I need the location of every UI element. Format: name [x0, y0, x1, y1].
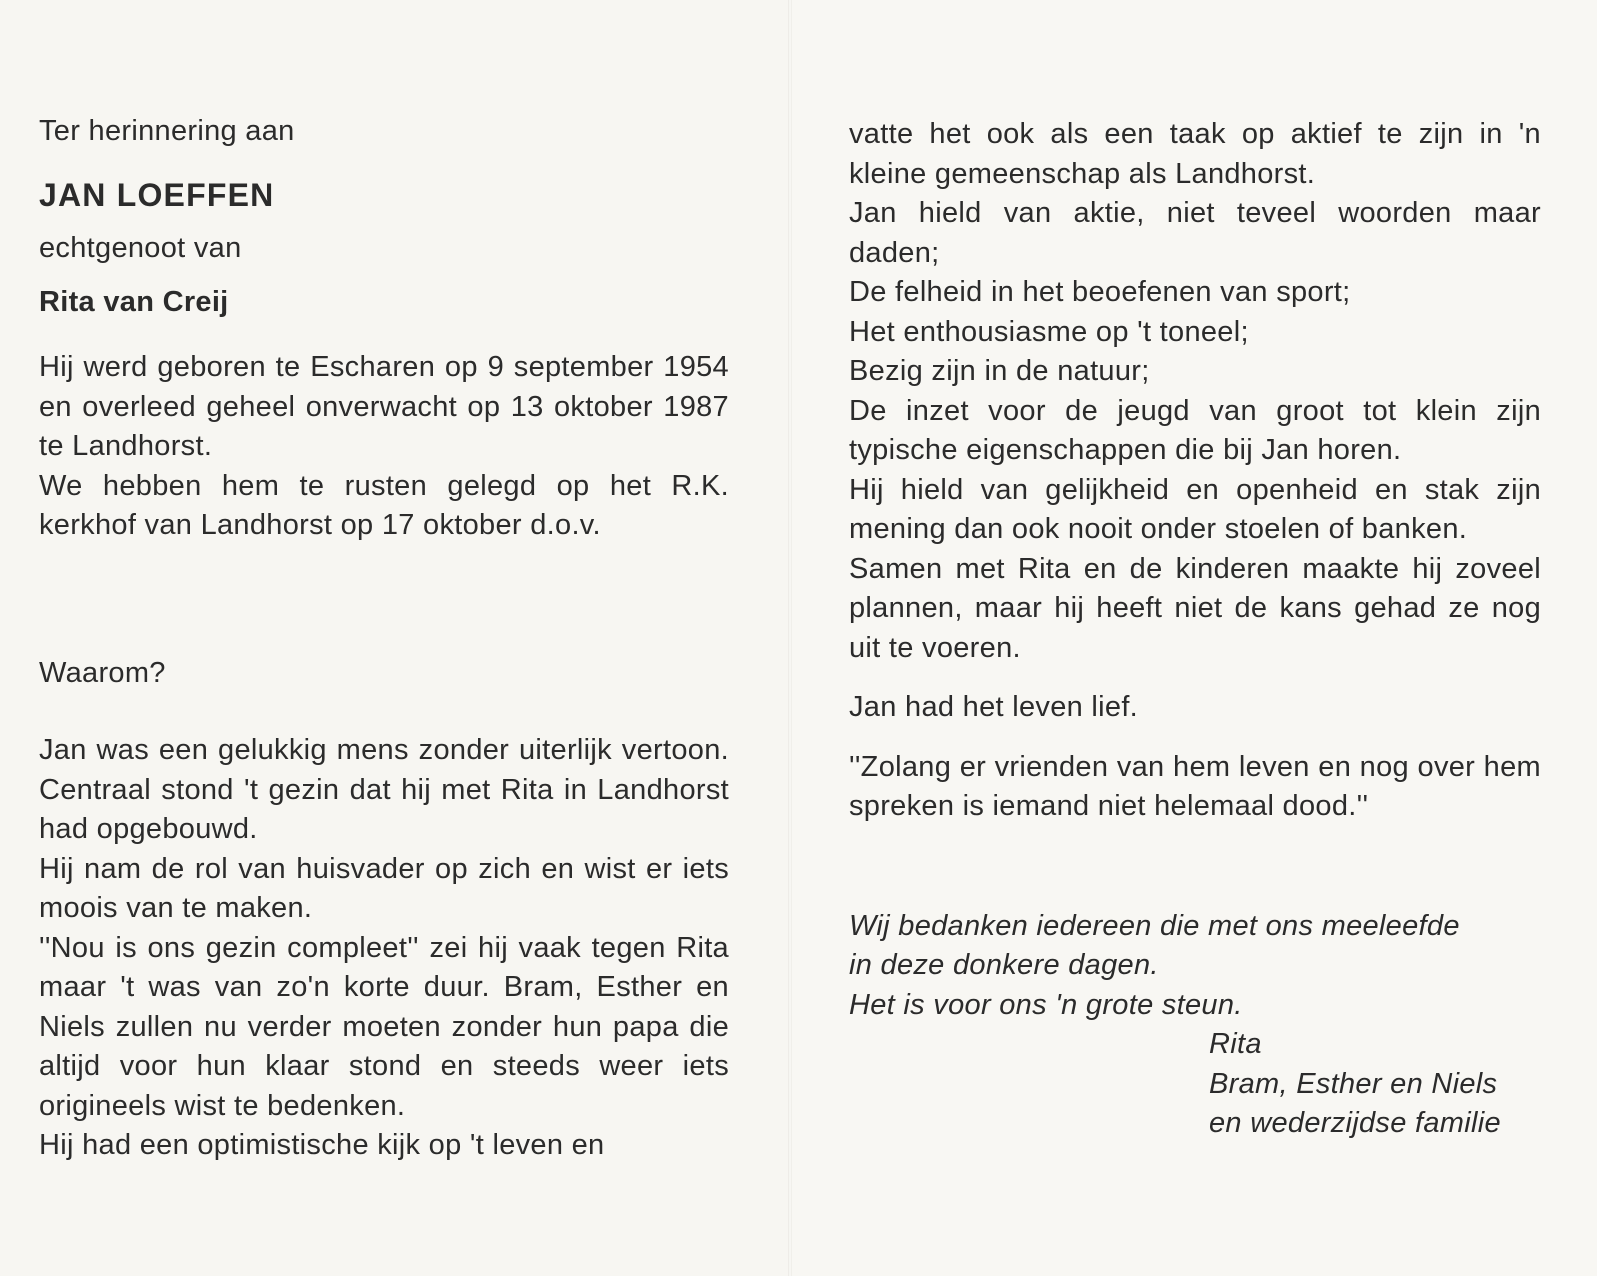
right-paragraph-4: Hij hield van gelijkheid en openheid en stak zijn mening dan ook nooit onder stoelen of banken.	[849, 473, 1541, 545]
relation-text: echtgenoot van	[39, 232, 242, 264]
question-heading: Waarom?	[39, 656, 166, 689]
thanks-line-3: Het is voor ons 'n grote steun.	[849, 988, 1243, 1021]
right-line-1: De felheid in het beoefenen van sport;	[849, 276, 1351, 308]
signature-line-2: Bram, Esther en Niels	[1209, 1067, 1498, 1100]
thanks-line-1: Wij bedanken iedereen die met ons meeleefde	[849, 909, 1460, 942]
thanks-block	[849, 907, 1541, 1026]
right-paragraph-5: Samen met Rita en de kinderen maakte hij zoveel plannen, maar hij heeft niet de kans gehad ze nog uit te voeren.	[849, 552, 1541, 664]
right-paragraph-3: De inzet voor de jeugd van groot tot klein zijn typische eigenschappen die bij Jan horen.	[849, 394, 1541, 466]
memorial-paragraph-2: Hij nam de rol van huisvader op zich en wist er iets moois van te maken.	[39, 852, 729, 924]
left-column	[39, 112, 729, 1166]
deceased-name: JAN LOEFFEN	[39, 176, 275, 213]
right-paragraph-1: vatte het ook als een taak op aktief te zijn in 'n kleine gemeenschap als Landhorst.	[849, 118, 1541, 190]
card-fold	[788, 0, 792, 1276]
memorial-paragraph-1: Jan was een gelukkig mens zonder uiterlijk vertoon. Centraal stond 't gezin dat hij met Rita in Landhorst had opgebouwd.	[39, 734, 729, 845]
burial-text: We hebben hem te rusten gelegd op het R.K. kerkhof van Landhorst op 17 oktober d.o.v.	[39, 469, 729, 541]
spouse-name: Rita van Creij	[39, 285, 229, 318]
right-line-2: Het enthousiasme op 't toneel;	[849, 315, 1249, 348]
signature-line-3: en wederzijdse familie	[1209, 1107, 1501, 1139]
signature-block	[1209, 1025, 1541, 1144]
right-paragraph-6: Jan had het leven lief.	[849, 691, 1139, 723]
signature-line-1: Rita	[1209, 1028, 1262, 1060]
memorial-paragraph-4: Hij had een optimistische kijk op 't leven en	[39, 1129, 605, 1161]
quote-text: ''Zolang er vrienden van hem leven en nog over hem spreken is iemand niet helemaal dood.''	[849, 750, 1541, 822]
thanks-line-2: in deze donkere dagen.	[849, 949, 1159, 981]
right-column	[849, 115, 1541, 1144]
biography-text: Hij werd geboren te Escharen op 9 september 1954 en overleed geheel onverwacht op 13 oktober 1987 te Landhorst.	[39, 351, 729, 462]
right-line-3: Bezig zijn in de natuur;	[849, 355, 1150, 387]
memorial-paragraph-3: ''Nou is ons gezin compleet'' zei hij vaak tegen Rita maar 't was van zo'n korte duur. Bram, Esther en Niels zullen nu verder moeten zonder hun papa die altijd voor hun klaar stond en steeds weer iets origineels wist te bedenken.	[39, 931, 729, 1122]
right-paragraph-2: Jan hield van aktie, niet teveel woorden maar daden;	[849, 197, 1541, 269]
intro-text: Ter herinnering aan	[39, 115, 295, 147]
